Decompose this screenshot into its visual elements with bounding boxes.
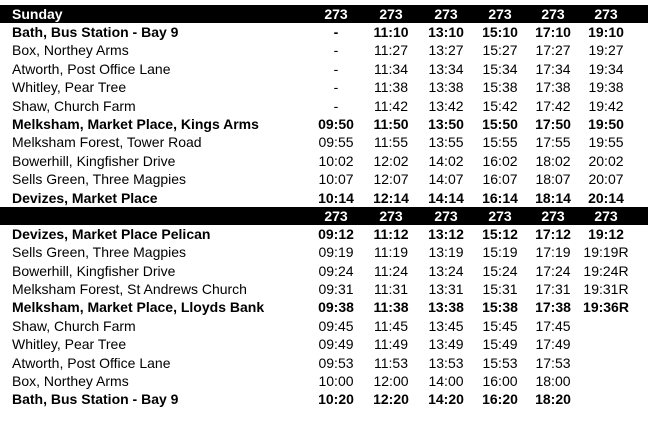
departure-time: 15:38 (482, 299, 518, 316)
departure-time: 11:38 (374, 79, 408, 96)
departure-time: 11:50 (373, 115, 409, 132)
departure-time: 15:24 (482, 262, 518, 279)
header-row-sunday (0, 5, 648, 23)
timetable-row (0, 133, 648, 151)
route-number: 273 (541, 207, 565, 224)
departure-time: 19:24R (583, 262, 629, 279)
departure-time: 15:50 (482, 115, 518, 132)
departure-time: 15:42 (482, 97, 518, 114)
departure-time: 17:45 (535, 317, 571, 334)
departure-time: 12:00 (373, 373, 409, 390)
departure-time: 13:45 (428, 317, 464, 334)
departure-time: 17:27 (535, 42, 571, 59)
stop-name: Sells Green, Three Magpies (12, 244, 187, 261)
stop-name: Whitley, Pear Tree (12, 79, 127, 96)
timetable-row (0, 372, 648, 390)
departure-time: 19:10 (588, 24, 624, 40)
departure-time: - (333, 60, 339, 77)
timetable-row (0, 225, 648, 243)
departure-time: 13:55 (428, 134, 464, 151)
departure-time: 09:24 (318, 262, 354, 279)
departure-time: 18:20 (535, 391, 571, 408)
timetable-row (0, 115, 648, 133)
route-number: 273 (488, 6, 512, 22)
departure-time: 11:49 (374, 336, 408, 353)
departure-time: 09:55 (318, 134, 354, 151)
departure-time: 11:10 (373, 24, 409, 40)
departure-time: 13:27 (428, 42, 464, 59)
timetable-row (0, 298, 648, 316)
stop-name: Box, Northey Arms (12, 373, 129, 390)
timetable-row (0, 354, 648, 372)
departure-time: 16:02 (482, 152, 518, 169)
departure-time: 11:31 (374, 281, 408, 298)
timetable-row (0, 152, 648, 170)
timetable-row (0, 243, 648, 261)
stop-name: Bowerhill, Kingfisher Drive (12, 262, 176, 279)
stop-name: Atworth, Post Office Lane (12, 60, 171, 77)
departure-time: 09:19 (318, 244, 354, 261)
route-number: 273 (379, 207, 403, 224)
departure-time: 15:10 (482, 24, 518, 40)
departure-time: 13:10 (428, 24, 464, 40)
stop-name: Bowerhill, Kingfisher Drive (12, 152, 176, 169)
departure-time: 19:50 (588, 115, 624, 132)
departure-time: 15:12 (482, 225, 518, 242)
departure-time: 15:19 (482, 244, 518, 261)
timetable-row (0, 41, 648, 59)
departure-time: 20:07 (588, 171, 624, 188)
departure-time: 13:42 (428, 97, 464, 114)
departure-time: 15:31 (482, 281, 518, 298)
departure-time: 13:19 (428, 244, 464, 261)
departure-time: 12:14 (373, 189, 409, 206)
departure-time: 09:12 (318, 225, 354, 242)
departure-time: 18:00 (535, 373, 571, 390)
departure-time: 19:36R (583, 299, 629, 316)
departure-time: 13:53 (428, 354, 464, 371)
timetable-row (0, 97, 648, 115)
timetable-row (0, 60, 648, 78)
departure-time: 13:49 (428, 336, 464, 353)
stop-name: Sells Green, Three Magpies (12, 171, 187, 188)
departure-time: 13:38 (428, 79, 464, 96)
route-number: 273 (488, 207, 512, 224)
header-row-return (0, 207, 648, 225)
departure-time: 16:14 (482, 189, 518, 206)
stop-name: Bath, Bus Station - Bay 9 (12, 391, 179, 408)
departure-time: 14:20 (428, 391, 464, 408)
route-number: 273 (324, 207, 348, 224)
stop-name: Box, Northey Arms (12, 42, 129, 59)
return-block (0, 225, 648, 409)
departure-time: 19:42 (588, 97, 624, 114)
departure-time: 17:34 (535, 60, 571, 77)
departure-time: 12:20 (373, 391, 409, 408)
departure-time: 17:49 (535, 336, 571, 353)
departure-time: 10:20 (318, 391, 354, 408)
departure-time: 14:00 (428, 373, 464, 390)
departure-time: 11:45 (374, 317, 408, 334)
departure-time: 15:38 (482, 79, 518, 96)
route-number: 273 (594, 6, 618, 22)
departure-time: 15:34 (482, 60, 518, 77)
departure-time: 19:27 (588, 42, 624, 59)
stop-name: Whitley, Pear Tree (12, 336, 127, 353)
departure-time: 17:42 (535, 97, 571, 114)
departure-time: 19:31R (583, 281, 629, 298)
departure-time: 11:42 (374, 97, 408, 114)
departure-time: 13:50 (428, 115, 464, 132)
departure-time: 11:34 (374, 60, 408, 77)
departure-time: 11:27 (374, 42, 408, 59)
departure-time: 19:55 (588, 134, 624, 151)
departure-time: 11:38 (373, 299, 409, 316)
departure-time: 18:07 (535, 171, 571, 188)
departure-time: 17:53 (535, 354, 571, 371)
route-number: 273 (541, 6, 565, 22)
departure-time: 19:19R (583, 244, 629, 261)
outbound-block (0, 23, 648, 207)
route-number: 273 (324, 6, 348, 22)
stop-name: Melksham, Market Place, Kings Arms (12, 115, 259, 132)
timetable-row (0, 317, 648, 335)
departure-time: 09:45 (318, 317, 354, 334)
stop-name: Melksham Forest, Tower Road (12, 134, 202, 151)
departure-time: 15:49 (482, 336, 518, 353)
departure-time: 15:55 (482, 134, 518, 151)
departure-time: - (333, 24, 339, 40)
departure-time: 19:12 (588, 225, 624, 242)
day-label: Sunday (12, 6, 63, 22)
route-number: 273 (594, 207, 618, 224)
departure-time: 14:14 (428, 189, 464, 206)
departure-time: 11:24 (374, 262, 408, 279)
departure-time: 09:50 (318, 115, 354, 132)
departure-time: 13:12 (428, 225, 464, 242)
departure-time: 14:07 (428, 171, 464, 188)
route-number: 273 (434, 6, 458, 22)
departure-time: 12:07 (373, 171, 409, 188)
departure-time: 18:14 (535, 189, 571, 206)
stop-name: Devizes, Market Place (12, 189, 158, 206)
stop-name: Atworth, Post Office Lane (12, 354, 171, 371)
departure-time: 16:00 (482, 373, 518, 390)
departure-time: 15:27 (482, 42, 518, 59)
departure-time: 17:12 (535, 225, 571, 242)
departure-time: 19:38 (588, 79, 624, 96)
departure-time: 16:20 (482, 391, 518, 408)
departure-time: 09:38 (318, 299, 354, 316)
stop-name: Melksham, Market Place, Lloyds Bank (12, 299, 265, 316)
departure-time: 14:02 (428, 152, 464, 169)
departure-time: - (333, 79, 339, 96)
departure-time: - (333, 97, 339, 114)
timetable-row (0, 78, 648, 96)
departure-time: - (333, 42, 339, 59)
stop-name: Shaw, Church Farm (12, 97, 136, 114)
departure-time: 16:07 (482, 171, 518, 188)
departure-time: 10:00 (318, 373, 354, 390)
departure-time: 11:55 (374, 134, 408, 151)
departure-time: 20:02 (588, 152, 624, 169)
departure-time: 17:31 (535, 281, 571, 298)
timetable-row (0, 23, 648, 41)
timetable-row (0, 189, 648, 207)
departure-time: 18:02 (535, 152, 571, 169)
stop-name: Devizes, Market Place Pelican (12, 225, 211, 242)
departure-time: 09:31 (318, 281, 354, 298)
timetable-row (0, 280, 648, 298)
route-number: 273 (434, 207, 458, 224)
departure-time: 17:38 (535, 79, 571, 96)
departure-time: 20:14 (588, 189, 624, 206)
stop-name: Bath, Bus Station - Bay 9 (12, 24, 179, 40)
departure-time: 13:34 (428, 60, 464, 77)
stop-name: Melksham Forest, St Andrews Church (12, 281, 247, 298)
timetable-row (0, 390, 648, 408)
departure-time: 09:53 (318, 354, 354, 371)
departure-time: 13:24 (428, 262, 464, 279)
departure-time: 13:31 (428, 281, 464, 298)
departure-time: 15:53 (482, 354, 518, 371)
departure-time: 11:19 (374, 244, 408, 261)
departure-time: 17:38 (535, 299, 571, 316)
departure-time: 12:02 (373, 152, 409, 169)
departure-time: 15:45 (482, 317, 518, 334)
departure-time: 10:07 (318, 171, 354, 188)
departure-time: 17:55 (535, 134, 571, 151)
departure-time: 17:50 (535, 115, 571, 132)
departure-time: 11:53 (374, 354, 408, 371)
departure-time: 17:19 (535, 244, 571, 261)
departure-time: 19:34 (588, 60, 624, 77)
timetable-row (0, 170, 648, 188)
departure-time: 17:24 (535, 262, 571, 279)
departure-time: 10:14 (318, 189, 354, 206)
departure-time: 09:49 (318, 336, 354, 353)
departure-time: 13:38 (428, 299, 464, 316)
timetable-row (0, 262, 648, 280)
route-number: 273 (379, 6, 403, 22)
departure-time: 11:12 (373, 225, 409, 242)
timetable-row (0, 335, 648, 353)
stop-name: Shaw, Church Farm (12, 317, 136, 334)
departure-time: 10:02 (318, 152, 354, 169)
departure-time: 17:10 (535, 24, 571, 40)
